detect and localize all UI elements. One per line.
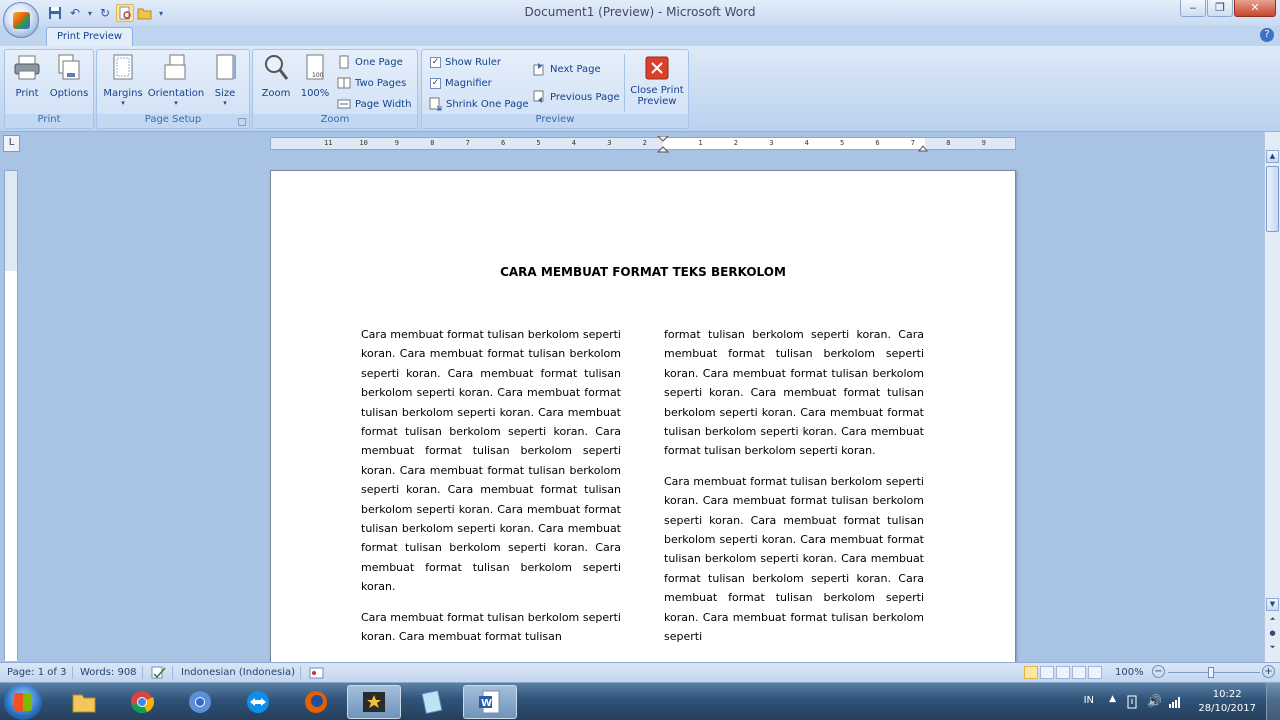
- zoom-100-label: 100%: [300, 88, 330, 99]
- previous-page-nav-icon[interactable]: ⏶: [1269, 615, 1276, 623]
- paragraph: Cara membuat format tulisan berkolom seperti koran. Cara membuat format tulisan berkolom seperti koran. Cara membuat format tulisan berkolom seperti koran. Cara membuat format tulisan berkolom seperti koran. Cara membuat format tulisan berkolom seperti koran. Cara membuat format tulisan berkolom seperti koran. Cara membuat format tulisan berkolom seperti: [664, 474, 924, 644]
- show-ruler-check-icon: ✓: [431, 56, 440, 67]
- page-width-label: Page Width: [355, 98, 412, 110]
- ruler-tick-label: 11: [324, 139, 333, 147]
- movie-maker-icon: [361, 689, 387, 715]
- group-preview-label: Preview: [422, 114, 688, 128]
- show-ruler-checkbox[interactable]: [430, 53, 501, 71]
- ruler-tick-label: 6: [875, 139, 880, 147]
- network-icon[interactable]: [1168, 695, 1182, 709]
- status-divider: [72, 666, 73, 679]
- zoom-slider[interactable]: [1168, 672, 1260, 673]
- ruler-tick-label: 2: [733, 139, 739, 147]
- action-center-icon[interactable]: [1126, 695, 1140, 709]
- taskbar-notepad[interactable]: [405, 685, 459, 719]
- group-print: [4, 49, 94, 129]
- close-button[interactable]: ✕: [1234, 0, 1276, 17]
- show-ruler-label: Show Ruler: [445, 56, 502, 68]
- outline-view-icon[interactable]: [1072, 666, 1086, 679]
- scrollbar-thumb[interactable]: [1266, 166, 1279, 232]
- group-zoom-label: Zoom: [253, 114, 417, 128]
- start-button[interactable]: [4, 684, 42, 720]
- ruler-tick-label: 3: [607, 139, 612, 147]
- page-width-icon: [337, 97, 351, 111]
- status-bar: [0, 662, 1280, 682]
- column-right: [664, 325, 924, 658]
- printer-icon: [13, 53, 41, 83]
- previous-page-button[interactable]: [532, 88, 620, 106]
- margins-label: Margins: [103, 88, 143, 99]
- next-page-icon: [532, 62, 546, 76]
- tab-stop-selector[interactable]: L: [3, 135, 20, 152]
- margins-icon: [109, 53, 137, 83]
- zoom-level[interactable]: 100%: [1115, 667, 1144, 678]
- ruler-row: [0, 132, 1264, 154]
- group-page-setup-label: Page Setup: [97, 114, 249, 128]
- group-print-label: Print: [5, 114, 93, 128]
- page-100-icon: [301, 53, 329, 83]
- customize-icon[interactable]: ▾: [158, 8, 163, 18]
- window-title: Document1 (Preview) - Microsoft Word: [524, 5, 756, 19]
- word-icon: [477, 689, 503, 715]
- print-button[interactable]: [9, 53, 45, 103]
- one-page-icon: [337, 55, 351, 69]
- zoom-100-button[interactable]: [297, 53, 333, 103]
- taskbar-firefox[interactable]: [289, 685, 343, 719]
- shrink-icon: [428, 97, 442, 111]
- scroll-down-icon[interactable]: ▼: [1266, 598, 1279, 611]
- shrink-one-page-button[interactable]: [428, 95, 529, 113]
- taskbar: [0, 682, 1280, 720]
- group-preview: [421, 49, 689, 129]
- ruler-tick-label: 8: [430, 139, 435, 147]
- svg-text:W: W: [481, 698, 493, 709]
- ruler-tick-label: 9: [394, 139, 400, 147]
- redo-icon[interactable]: ↻: [99, 6, 111, 20]
- draft-view-icon[interactable]: [1088, 666, 1102, 679]
- office-logo-icon: [13, 12, 30, 29]
- status-divider: [300, 666, 301, 679]
- svg-text:100: 100: [312, 72, 324, 79]
- taskbar-chrome[interactable]: [115, 685, 169, 719]
- taskbar-teamviewer[interactable]: [231, 685, 285, 719]
- one-page-label: One Page: [355, 56, 403, 68]
- restore-button[interactable]: ❐: [1207, 0, 1233, 17]
- page-count[interactable]: Page: 1 of 3: [7, 667, 67, 678]
- ruler-tick-label: 1: [698, 139, 703, 147]
- document-title: CARA MEMBUAT FORMAT TEKS BERKOLOM: [500, 265, 786, 279]
- group-zoom: [252, 49, 418, 129]
- firefox-icon: [303, 689, 329, 715]
- ruler-tick-label: 7: [910, 139, 916, 147]
- paragraph: Cara membuat format tulisan berkolom seperti koran. Cara membuat format tulisan: [361, 610, 621, 644]
- right-indent-marker-icon[interactable]: [918, 142, 928, 152]
- minimize-button[interactable]: ‒: [1180, 0, 1206, 17]
- magnifier-icon: [262, 53, 290, 83]
- undo-icon[interactable]: ↶: [69, 6, 81, 20]
- zoom-button[interactable]: [257, 53, 295, 103]
- two-pages-icon: [337, 76, 351, 90]
- orientation-icon: [162, 53, 190, 83]
- status-divider: [142, 666, 143, 679]
- magnifier-label: Magnifier: [445, 77, 492, 89]
- previous-page-icon: [532, 90, 546, 104]
- windows-logo-icon: [14, 693, 32, 711]
- taskbar-chromium[interactable]: [173, 685, 227, 719]
- close-preview-label-1: Close Print: [630, 85, 684, 96]
- horizontal-ruler[interactable]: [270, 137, 1016, 150]
- shrink-one-page-label: Shrink One Page: [446, 98, 529, 110]
- options-label: Options: [49, 88, 89, 99]
- chromium-icon: [187, 689, 213, 715]
- taskbar-word[interactable]: [463, 685, 517, 719]
- web-layout-view-icon[interactable]: [1056, 666, 1070, 679]
- system-clock[interactable]: [1198, 688, 1256, 716]
- options-icon: [55, 53, 83, 83]
- document-workspace: [0, 154, 1264, 662]
- previous-page-label: Previous Page: [550, 91, 620, 103]
- paragraph: format tulisan berkolom seperti koran. Cara membuat format tulisan berkolom seperti koran. Cara membuat format tulisan berkolom seperti koran. Cara membuat format tulisan berkolom seperti koran. Cara membuat format tulisan berkolom seperti koran. Cara membuat format tulisan berkolom seperti koran.: [664, 328, 924, 458]
- ruler-tick-label: 7: [465, 139, 470, 147]
- size-button[interactable]: Size ▾: [207, 53, 243, 103]
- zoom-label: Zoom: [261, 88, 291, 99]
- full-screen-reading-view-icon[interactable]: [1040, 666, 1054, 679]
- chrome-icon: [129, 689, 155, 715]
- options-button[interactable]: [49, 53, 89, 103]
- explorer-icon: [71, 689, 97, 715]
- zoom-slider-thumb[interactable]: [1208, 667, 1214, 678]
- input-language[interactable]: IN: [1083, 695, 1094, 706]
- page-setup-launcher-icon[interactable]: [238, 118, 246, 126]
- next-page-nav-icon[interactable]: ⏷: [1269, 643, 1276, 651]
- size-label: Size: [214, 88, 236, 99]
- word-count[interactable]: Words: 908: [80, 667, 137, 678]
- language-indicator[interactable]: Indonesian (Indonesia): [181, 667, 296, 678]
- close-print-preview-button[interactable]: [628, 56, 686, 116]
- ruler-tick-label: 8: [946, 139, 951, 147]
- window-controls: [1180, 0, 1276, 17]
- taskbar-movie-maker[interactable]: [347, 685, 401, 719]
- ruler-tick-label: 3: [769, 139, 774, 147]
- ruler-tick-label: 4: [804, 139, 809, 147]
- taskbar-explorer[interactable]: [57, 685, 111, 719]
- ruler-tick-label: 5: [536, 139, 541, 147]
- ruler-tick-label: 10: [359, 139, 368, 147]
- ribbon-tab-row: [0, 26, 1280, 46]
- ruler-tick-label: 6: [501, 139, 506, 147]
- ribbon: [0, 46, 1280, 132]
- print-label: Print: [15, 88, 39, 99]
- teamviewer-icon: [245, 689, 271, 715]
- next-page-button[interactable]: [532, 60, 601, 78]
- zoom-out-icon[interactable]: −: [1152, 665, 1165, 678]
- document-page[interactable]: [270, 170, 1016, 662]
- page-width-button[interactable]: [337, 95, 411, 113]
- vertical-ruler[interactable]: [4, 170, 18, 660]
- two-pages-button[interactable]: [337, 74, 406, 92]
- ruler-tick-label: 5: [840, 139, 845, 147]
- tab-print-preview[interactable]: Print Preview: [46, 27, 133, 47]
- office-button[interactable]: [3, 2, 39, 38]
- one-page-button[interactable]: [337, 53, 403, 71]
- vertical-scrollbar[interactable]: [1264, 132, 1280, 662]
- print-layout-view-icon[interactable]: [1024, 666, 1038, 679]
- magnifier-checkbox[interactable]: [430, 74, 492, 92]
- scroll-up-icon[interactable]: ▲: [1266, 150, 1279, 163]
- preview-divider: [624, 54, 625, 112]
- close-preview-icon: [645, 56, 669, 80]
- paragraph: Cara membuat format tulisan berkolom seperti koran. Cara membuat format tulisan berkolom seperti koran. Cara membuat format tulisan berkolom seperti koran. Cara membuat format tulisan berkolom seperti koran. Cara membuat format tulisan berkolom seperti koran. Cara membuat format tulisan berkolom seperti koran. Cara membuat format tulisan berkolom seperti koran. Cara membuat format tulisan berkolom seperti koran. Cara membuat format tulisan berkolom seperti koran. Cara membuat format tulisan berkolom seperti koran. Cara membuat format tulisan berkolom seperti koran.: [361, 328, 621, 594]
- show-hidden-icons-icon[interactable]: ▲: [1109, 694, 1116, 704]
- ruler-tick-label: 2: [642, 139, 647, 147]
- close-preview-label-2: Preview: [637, 96, 677, 107]
- help-icon[interactable]: ?: [1260, 28, 1274, 42]
- status-divider: [172, 666, 173, 679]
- notepad-icon: [419, 689, 445, 715]
- margins-button[interactable]: Margins ▾: [101, 53, 145, 103]
- select-browse-object-icon[interactable]: ●: [1269, 629, 1276, 637]
- clock-time: 10:22: [1212, 689, 1242, 700]
- orientation-button[interactable]: Orientation ▾: [147, 53, 205, 103]
- size-icon: [211, 53, 239, 83]
- next-page-label: Next Page: [550, 63, 601, 75]
- clock-date: 28/10/2017: [1198, 703, 1256, 714]
- ruler-tick-label: 9: [981, 139, 986, 147]
- indent-marker-icon[interactable]: [657, 136, 669, 153]
- volume-icon[interactable]: 🔊: [1147, 694, 1162, 708]
- show-desktop-button[interactable]: [1266, 683, 1280, 720]
- vruler-text-area: [5, 271, 17, 661]
- proofing-icon[interactable]: [150, 666, 168, 680]
- magnifier-check-icon: ✓: [431, 77, 440, 88]
- macro-record-icon[interactable]: [309, 666, 325, 680]
- ruler-tick-label: 4: [571, 139, 577, 147]
- undo-dropdown-icon[interactable]: ▾: [87, 8, 92, 18]
- orientation-label: Orientation: [147, 88, 205, 99]
- column-left: [361, 325, 621, 658]
- title-bar: [0, 0, 1280, 26]
- two-pages-label: Two Pages: [355, 77, 407, 89]
- zoom-in-icon[interactable]: +: [1262, 665, 1275, 678]
- group-page-setup: [96, 49, 250, 129]
